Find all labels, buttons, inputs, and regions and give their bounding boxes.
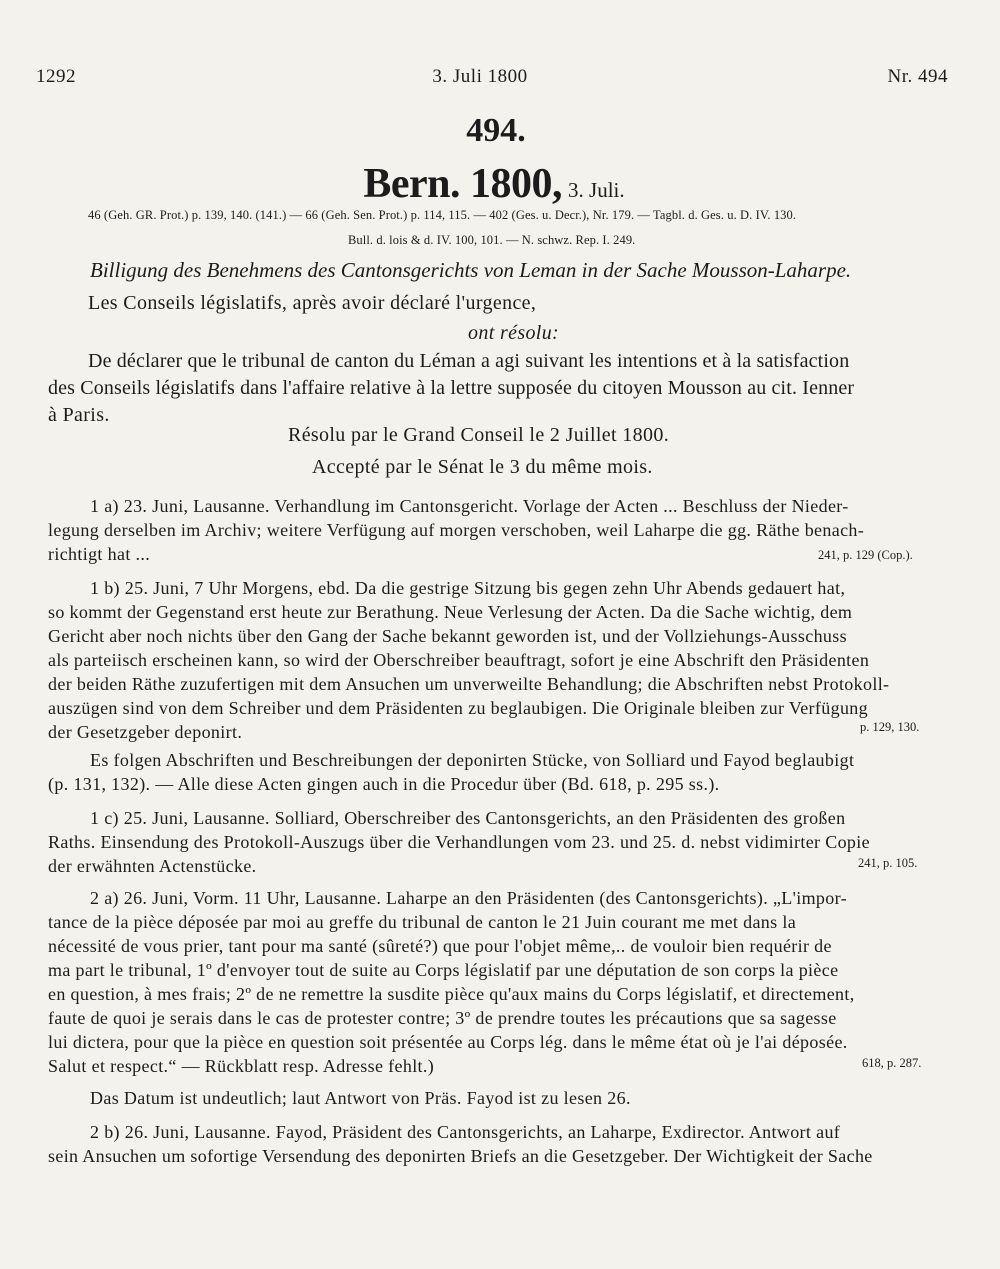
note-2b-line-2: sein Ansuchen um sofortige Versendung des deponirten Briefs an die Gesetzgeber. Der Wichtigkeit der Sache <box>48 1146 873 1166</box>
sources-line-1: 46 (Geh. GR. Prot.) p. 139, 140. (141.) — 66 (Geh. Sen. Prot.) p. 114, 115. — 402 (Ges. u. Decr.), Nr. 179. — Tagbl. d. Ges. u. D. IV. 130. <box>88 208 797 222</box>
place-year: Bern. 1800, <box>363 161 563 207</box>
note-1b-line-2: so kommt der Gegenstand erst heute zur Berathung. Neue Verlesung der Acten. Da die Sache wichtig, dem <box>48 602 853 622</box>
note-1b-line-3: Gericht aber noch nichts über den Gang der Sache bekannt geworden ist, und der Vollziehungs-Ausschuss <box>48 626 847 646</box>
decree-body-line-3: à Paris. <box>48 404 110 426</box>
note-1a-reference: 241, p. 129 (Cop.). <box>818 548 913 562</box>
sources-line-2: Bull. d. lois & d. IV. 100, 101. — N. schwz. Rep. I. 249. <box>348 233 636 247</box>
accepted-by: Accepté par le Sénat le 3 du même mois. <box>312 456 653 478</box>
copies-line-1: Es folgen Abschriften und Beschreibungen der deponirten Stücke, von Solliard und Fayod beglaubigt <box>90 750 855 770</box>
entry-title: Billigung des Benehmens des Cantonsgerichts von Leman in der Sache Mousson-Laharpe. <box>90 258 852 282</box>
resolved-by: Résolu par le Grand Conseil le 2 Juillet 1800. <box>288 424 670 446</box>
note-2a-line-5: en question, à mes frais; 2º de ne remettre la susdite pièce qu'aux mains du Corps législatif, et directement, <box>48 984 855 1004</box>
note-2a-line-4: ma part le tribunal, 1º d'envoyer tout de suite au Corps législatif par une députation de son corps la pièce <box>48 960 839 980</box>
note-1b-line-7: der Gesetzgeber deponirt. <box>48 722 243 742</box>
note-2a-line-2: tance de la pièce déposée par moi au greffe du tribunal de canton le 21 Juin courant me met dans la <box>48 912 797 932</box>
running-date: 3. Juli 1800 <box>432 66 528 87</box>
page-number: 1292 <box>36 66 76 87</box>
entry-number: 494. <box>466 112 526 149</box>
note-1c-line-1: 1 c) 25. Juni, Lausanne. Solliard, Oberschreiber des Cantonsgerichts, an den Präsidenten des großen <box>90 808 846 828</box>
note-1a-line-2: legung derselben im Archiv; weitere Verfügung auf morgen verschoben, weil Laharpe die gg. Räthe benach- <box>48 520 865 540</box>
note-2b-line-1: 2 b) 26. Juni, Lausanne. Fayod, Präsident des Cantonsgerichts, an Laharpe, Exdirector. Antwort auf <box>90 1122 841 1142</box>
note-2a-line-8: Salut et respect.“ — Rückblatt resp. Adresse fehlt.) <box>48 1056 435 1076</box>
note-2a-reference: 618, p. 287. <box>862 1056 922 1070</box>
note-1b-line-5: der beiden Räthe zuzufertigen mit dem Ansuchen um unverweilte Behandlung; die Abschriften nebst Protokoll- <box>48 674 890 694</box>
copies-line-2: (p. 131, 132). — Alle diese Acten gingen auch in die Procedur über (Bd. 618, p. 295 ss.). <box>48 774 720 794</box>
decree-resolved: ont résolu: <box>468 322 560 344</box>
decree-body-line-2: des Conseils législatifs dans l'affaire relative à la lettre supposée du citoyen Mousson au cit. Ienner <box>48 377 855 399</box>
note-1b-reference: p. 129, 130. <box>860 720 920 734</box>
note-1b-line-6: auszügen sind von dem Schreiber und dem Präsidenten zu beglaubigen. Die Originale bleiben zur Verfügung <box>48 698 868 718</box>
note-1a-line-1: 1 a) 23. Juni, Lausanne. Verhandlung im Cantonsgericht. Vorlage der Acten ... Beschluss der Nieder- <box>90 496 849 516</box>
note-1c-line-3: der erwähnten Actenstücke. <box>48 856 257 876</box>
note-1c-reference: 241, p. 105. <box>858 856 918 870</box>
date-note: Das Datum ist undeutlich; laut Antwort von Präs. Fayod ist zu lesen 26. <box>90 1088 631 1108</box>
document-number: Nr. 494 <box>887 66 948 87</box>
note-1b-line-4: als parteiisch erscheinen kann, so wird der Oberschreiber beauftragt, sofort je eine Abschrift den Präsidenten <box>48 650 870 670</box>
entry-date: 3. Juli. <box>568 178 625 202</box>
note-2a-line-1: 2 a) 26. Juni, Vorm. 11 Uhr, Lausanne. Laharpe an den Präsidenten (des Cantonsgerichts). „L'impor- <box>90 888 847 908</box>
decree-intro: Les Conseils législatifs, après avoir déclaré l'urgence, <box>88 292 537 314</box>
entry-heading <box>0 160 994 208</box>
note-1a-line-3: richtigt hat ... <box>48 544 151 564</box>
note-2a-line-7: lui dictera, pour que la pièce en question soit présentée au Corps lég. dans le même état où je l'ai déposée. <box>48 1032 848 1052</box>
decree-body-line-1: De déclarer que le tribunal de canton du Léman a agi suivant les intentions et à la satisfaction <box>88 350 850 372</box>
note-2a-line-3: nécessité de vous prier, tant pour ma santé (sûreté?) que pour l'objet même,.. de vouloir bien requérir de <box>48 936 832 956</box>
note-2a-line-6: faute de quoi je serais dans le cas de protester contre; 3º de prendre toutes les précautions que sa sagesse <box>48 1008 837 1028</box>
note-1c-line-2: Raths. Einsendung des Protokoll-Auszugs über die Verhandlungen vom 23. und 25. d. nebst vidimirter Copie <box>48 832 870 852</box>
note-1b-line-1: 1 b) 25. Juni, 7 Uhr Morgens, ebd. Da die gestrige Sitzung bis gegen zehn Uhr Abends gedauert hat, <box>90 578 846 598</box>
